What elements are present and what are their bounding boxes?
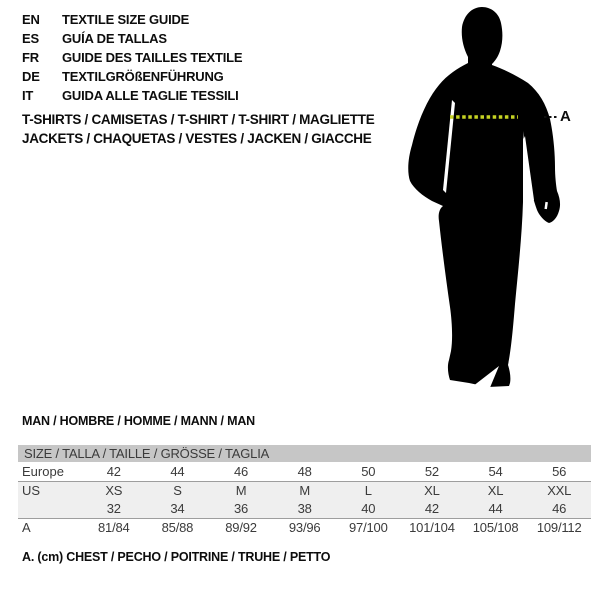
table-cell: 52 bbox=[424, 464, 439, 479]
table-row bbox=[18, 463, 591, 481]
language-code: IT bbox=[22, 88, 34, 103]
table-cell: 89/92 bbox=[225, 520, 257, 535]
table-row-label: Europe bbox=[22, 464, 64, 479]
table-cell: 50 bbox=[361, 464, 376, 479]
table-cell: 42 bbox=[106, 464, 121, 479]
table-row bbox=[18, 500, 591, 519]
language-label: TEXTILGRÖßENFÜHRUNG bbox=[62, 69, 224, 84]
table-cell: 54 bbox=[488, 464, 503, 479]
table-cell: 85/88 bbox=[161, 520, 194, 535]
language-label: GUÍA DE TALLAS bbox=[62, 31, 167, 46]
table-cell: 42 bbox=[424, 501, 439, 516]
product-category-line: JACKETS / CHAQUETAS / VESTES / JACKEN / GIACCHE bbox=[22, 130, 372, 146]
language-code: DE bbox=[22, 69, 40, 84]
table-cell: XL bbox=[424, 483, 440, 498]
table-row-label: US bbox=[22, 483, 41, 498]
table-cell: 101/104 bbox=[409, 520, 455, 535]
table-cell: 93/96 bbox=[288, 520, 321, 535]
table-cell: XS bbox=[105, 483, 123, 498]
table-row-label: A bbox=[22, 520, 31, 535]
size-table bbox=[18, 445, 591, 537]
table-cell: 44 bbox=[488, 501, 503, 516]
language-label: GUIDE DES TAILLES TEXTILE bbox=[62, 50, 243, 65]
table-cell: 44 bbox=[170, 464, 185, 479]
table-cell: 109/112 bbox=[536, 520, 582, 535]
language-label: GUIDA ALLE TAGLIE TESSILI bbox=[62, 88, 239, 103]
man-figure bbox=[398, 4, 588, 396]
language-row bbox=[22, 48, 242, 67]
language-row bbox=[22, 86, 242, 105]
table-cell: 32 bbox=[106, 501, 121, 516]
language-list bbox=[22, 10, 242, 105]
table-cell: 81/84 bbox=[98, 520, 130, 535]
language-code: ES bbox=[22, 31, 39, 46]
table-cell: S bbox=[173, 483, 182, 498]
table-cell: 36 bbox=[234, 501, 249, 516]
table-row bbox=[18, 519, 591, 537]
table-cell: L bbox=[364, 483, 372, 498]
section-title: MAN / HOMBRE / HOMME / MANN / MAN bbox=[22, 414, 255, 428]
table-cell: M bbox=[299, 483, 310, 498]
product-category-line: T-SHIRTS / CAMISETAS / T-SHIRT / T-SHIRT / MAGLIETTE bbox=[22, 112, 375, 127]
table-row bbox=[18, 481, 591, 500]
language-row bbox=[22, 10, 242, 29]
table-cell: 34 bbox=[170, 501, 185, 516]
language-code: EN bbox=[22, 12, 40, 27]
table-cell: 56 bbox=[552, 464, 567, 479]
language-label: TEXTILE SIZE GUIDE bbox=[62, 12, 190, 27]
product-category-lines bbox=[22, 111, 374, 148]
man-silhouette bbox=[398, 4, 588, 396]
table-cell: 40 bbox=[361, 501, 376, 516]
language-row bbox=[22, 29, 242, 48]
size-table-header: SIZE / TALLA / TAILLE / GRÖSSE / TAGLIA bbox=[18, 445, 591, 462]
measurement-label-a: A bbox=[560, 108, 571, 125]
table-cell: M bbox=[235, 483, 247, 498]
table-cell: 46 bbox=[552, 501, 567, 516]
table-cell: 38 bbox=[297, 501, 312, 516]
size-table-body bbox=[18, 463, 591, 537]
table-cell: 48 bbox=[297, 464, 312, 479]
language-row bbox=[22, 67, 242, 86]
table-cell: 105/108 bbox=[472, 520, 519, 535]
table-cell: XL bbox=[487, 483, 504, 498]
measurement-footnote: A. (cm) CHEST / PECHO / POITRINE / TRUHE / PETTO bbox=[22, 550, 331, 564]
table-cell: XXL bbox=[547, 483, 572, 498]
table-cell: 46 bbox=[234, 464, 249, 479]
language-code: FR bbox=[22, 50, 39, 65]
table-cell: 97/100 bbox=[349, 520, 388, 535]
